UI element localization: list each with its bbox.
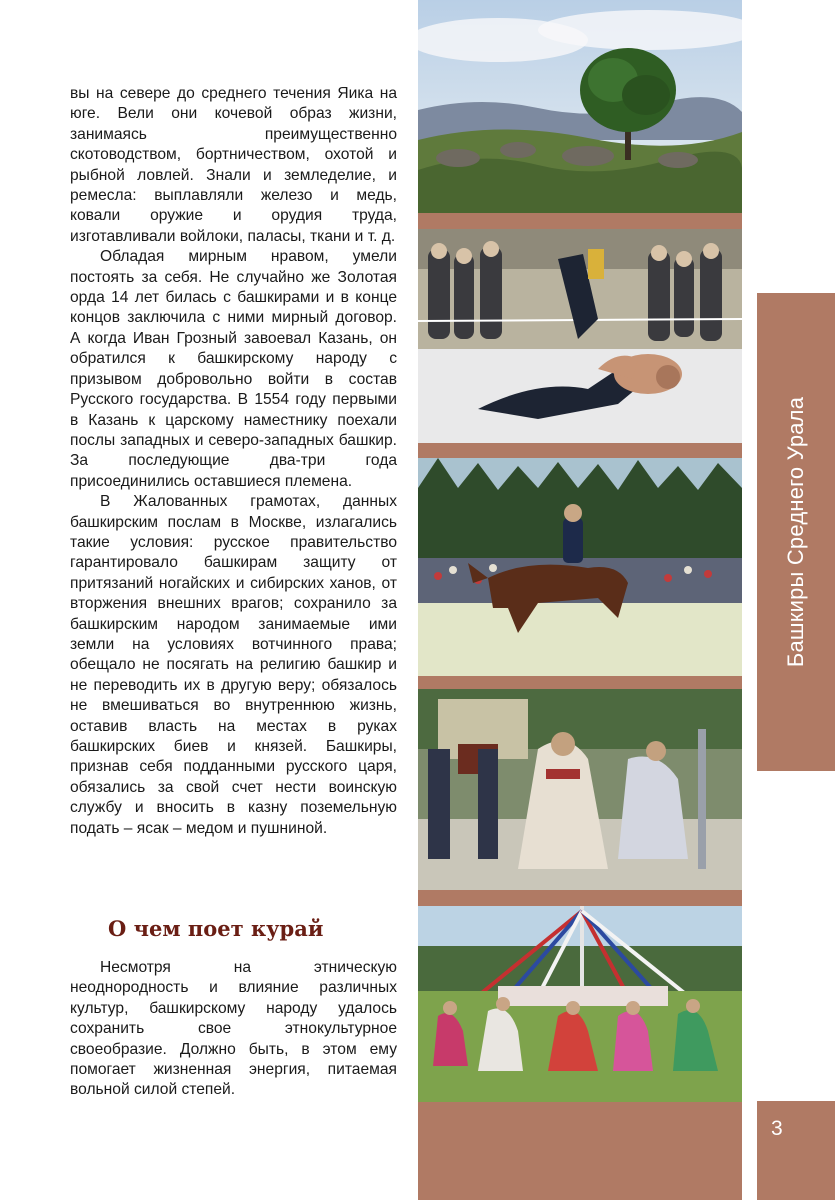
- chapter-side-tab: [757, 293, 835, 771]
- photo-folk-dance: [418, 689, 742, 890]
- body-text-column: [70, 84, 397, 839]
- photo-wrestling: [418, 229, 742, 443]
- photo-festival-ribbons: [418, 906, 742, 1102]
- page-number-tab: [757, 1101, 835, 1200]
- section-text-column: [70, 958, 397, 1101]
- page-number: 3: [771, 1117, 783, 1140]
- chapter-title: Башкиры Среднего Урала: [783, 396, 808, 668]
- paragraph-3: В Жалованных грамотах, данных башкирским послам в Москве, излагались такие условия: русское правительство гарантировало башкирам защиту от притязаний ногайских и сибирских ханов, от вторжения внешних врагов; сохранило за башкирским народом занимаемые ими земли на условиях вотчинного права; обещало не посягать на религию башкир и не переводить их в другую веру; обязалось не вмешиваться во внутреннюю жизнь, оставив власть на местах в руках башкирских биев и князей. Башкиры, признав себя подданными русского царя, обязались за свой счет нести воинскую службу и вносить в казну поземельную подать – ясак – медом и пушниной.: [70, 493, 397, 837]
- photo-landscape-tree: [418, 0, 742, 213]
- paragraph-1: вы на севере до среднего течения Яика на юге. Вели они кочевой образ жизни, занимаясь преимущественно скотоводством, бортничеством, охотой и рыбной ловлей. Знали и земледелие, и ремесла: выплавляли железо и медь, ковали оружие и орудия труда, изготавливали войлоки, паласы, ткани и т. д.: [70, 85, 397, 245]
- photo-strip: [418, 0, 742, 1200]
- section-paragraph-1: Несмотря на этническую неоднородность и влияние различных культур, башкирскому народу удалось сохранить свое этнокультурное своеобразие. Должно быть, в этом ему помогает жизненная энергия, питаемая вольной силой степей.: [70, 959, 397, 1099]
- section-title: О чем поет курай: [108, 916, 324, 941]
- paragraph-2: Обладая мирным нравом, умели постоять за себя. Не случайно же Золотая орда 14 лет билась с башкирами и в конце концов заключила с ними мирный договор. А когда Иван Грозный завоевал Казань, он обратился к башкирскому народу с призывом добровольно войти в состав Русского государства. В 1554 году первыми в Казань к царскому наместнику поехали послы западных и северо-западных башкир. За последующие два-три года присоединились оставшиеся племена.: [70, 248, 397, 490]
- photo-horse-rider: [418, 458, 742, 676]
